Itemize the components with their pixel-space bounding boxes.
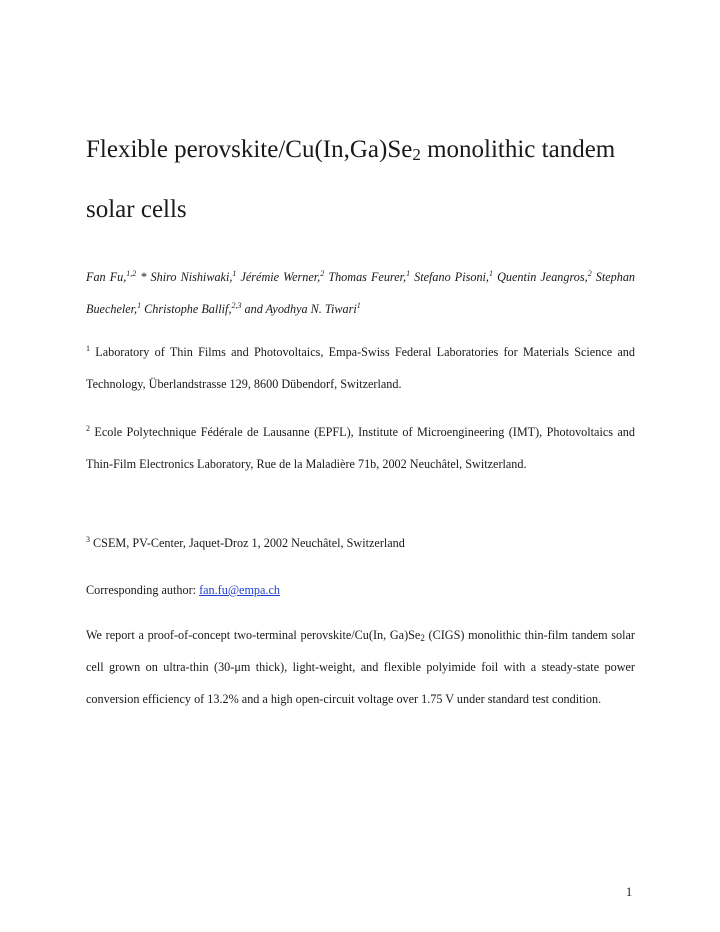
affiliation-text: Ecole Polytechnique Fédérale de Lausanne (EPFL), Institute of Microengineering (IMT), Photovoltaics and Thin-Film Electronics Laboratory, Rue de la Maladière 71b, 2002 Neuchâtel, Switzerland. [86, 425, 635, 471]
affiliation-number: 2 [86, 424, 90, 433]
abstract-subscript: 2 [420, 633, 425, 643]
author: Thomas Feurer,$^1$ [328, 269, 411, 284]
author-list [86, 261, 635, 325]
corresponding-label: Corresponding author: [86, 583, 200, 597]
author: Fan Fu,$^{1,2}$ * [86, 269, 147, 284]
author: Stephan Buecheler,$^1$ [86, 270, 636, 316]
abstract: We report a proof-of-concept two-terminal perovskite/Cu(In, $Ga)Se_2$ (CIGS) monolithic thin-film tandem solar cell grown on ultra-thin (30-μm thick), light-weight, and flexible polyimide foil with a steady-state power conversion efficiency of 13.2% and a high open-circuit voltage over 1.75 V under standard test condition. [86, 628, 635, 706]
paper-title [86, 120, 646, 240]
author: Jérémie Werner,$^2$ [240, 269, 325, 284]
author: Stefano Pisoni,$^1$ [414, 269, 493, 284]
author: and Ayodhya N. Tiwari$^1$ [244, 301, 361, 316]
affiliation-text: CSEM, PV-Center, Jaquet-Droz 1, 2002 Neuchâtel, Switzerland [90, 536, 405, 550]
affiliation-1 [86, 336, 635, 400]
corresponding-author [86, 574, 280, 606]
title-part2: monolithic tandem solar cells [86, 136, 616, 223]
page-number: 1 [626, 885, 633, 899]
affiliation-3 [86, 527, 635, 559]
author: Quentin Jeangros,$^2$ [497, 269, 592, 284]
affiliation-2 [86, 416, 635, 480]
affiliation-text: Laboratory of Thin Films and Photovoltaics, Empa-Swiss Federal Laboratories for Materials Science and Technology, Überlandstrasse 129, 8600 Dübendorf, Switzerland. [86, 345, 635, 391]
title-part1: Flexible perovskite/Cu(In,Ga)Se [86, 136, 413, 163]
author: Shiro Nishiwaki,$^1$ [150, 269, 237, 284]
affiliation-number: 1 [86, 344, 90, 353]
affiliation-number: 3 [86, 535, 90, 544]
corresponding-email-link[interactable]: fan.fu@empa.ch [199, 583, 280, 597]
title-subscript: 2 [412, 145, 421, 164]
author: Christophe Ballif,$^{2,3}$ [144, 301, 242, 316]
